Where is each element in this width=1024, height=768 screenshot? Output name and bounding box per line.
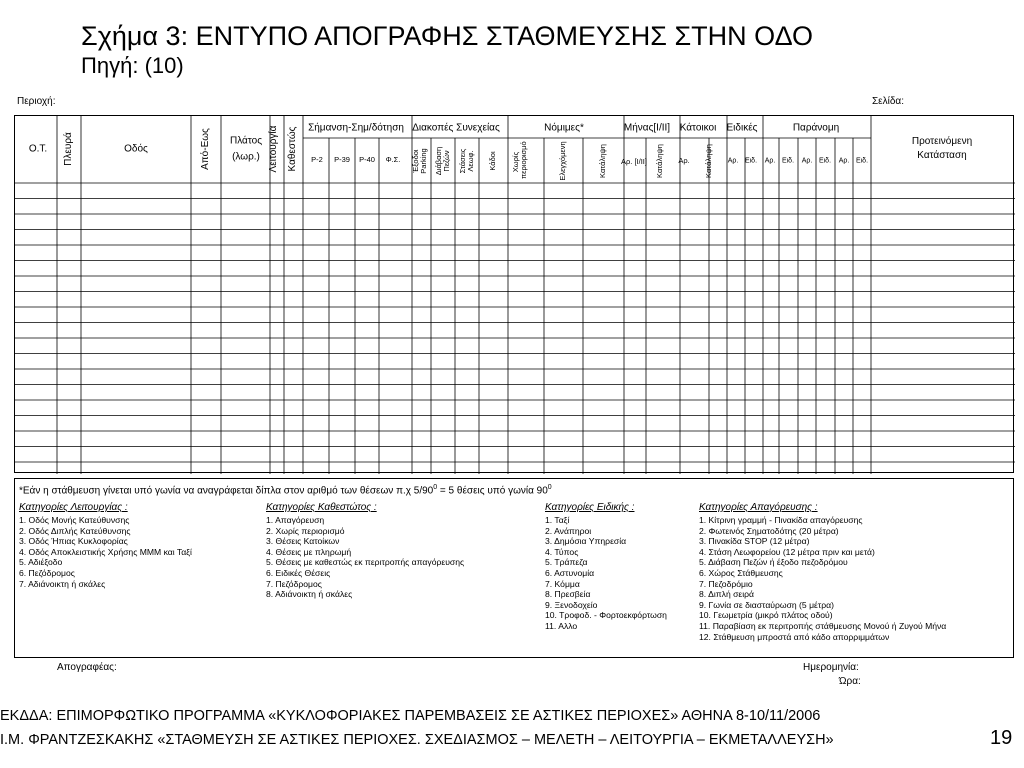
legend-status-item: 5. Θέσεις με καθεστώς εκ περιτροπής απαγόρευσης [266, 557, 465, 568]
legend-function-item: 7. Αδιάνοικτη ή σκάλες [19, 578, 106, 589]
legend-special-item: 7. Κόμμα [545, 578, 580, 589]
header-legal: Νόμιμες* [544, 122, 584, 134]
legal-unrestricted: Χωρίς περιορισμό [511, 141, 528, 179]
illegal-type-3: Ειδ. [855, 157, 869, 165]
angle-footnote: *Εάν η στάθμευση γίνεται υπό γωνία να αναγράφεται δίπλα στον αριθμό των θέσεων π.χ $5/90^0 = 5$ θέσεις υπό γωνία $90^0$ [19, 484, 552, 497]
signage-fs: Φ.Σ. [385, 155, 401, 164]
legend-prohibition-item: 10. Γεωμετρία (μικρό πλάτος οδού) [699, 610, 833, 621]
legend-special-heading: Κατηγορίες Ειδικής : [545, 502, 635, 513]
header-monthly: Μήνας[Ι/ΙΙ] [623, 122, 671, 134]
legend-status-item: 8. Αδιάνοικτη ή σκάλες [266, 589, 353, 600]
legend-status-item: 4. Θέσεις με πληρωμή [266, 546, 352, 557]
time-label: Ώρα: [839, 676, 861, 687]
legend-status-heading: Κατηγορίες Καθεστώτος : [266, 502, 377, 513]
illegal-number-3: Αρ. [838, 157, 850, 165]
legend-prohibition-item: 9. Γωνία σε διασταύρωση (5 μέτρα) [699, 599, 834, 610]
legend-prohibition-item: 4. Στάση Λεωφορείου (12 μέτρα πριν και μετά) [699, 546, 875, 557]
legend-function-item: 4. Οδός Αποκλειστικής Χρήσης ΜΜΜ και Ταξί [19, 546, 192, 557]
legend-function-item: 5. Αδιέξοδο [19, 557, 63, 568]
legend-special-item: 11. Αλλο [545, 620, 578, 631]
legend-function-item: 2. Οδός Διπλής Κατεύθυνσης [19, 525, 131, 536]
legend-special-item: 8. Πρεσβεία [545, 589, 591, 600]
special-number: Αρ. [727, 157, 739, 165]
illegal-number-2: Αρ. [801, 157, 813, 165]
legend-special-item: 10. Τροφοδ. - Φορτοεκφόρτωση [545, 610, 667, 621]
header-ot: Ο.Τ. [28, 143, 48, 155]
monthly-number: Αρ. [Ι/ΙΙ] [621, 157, 647, 166]
legend-prohibition-item: 6. Χώρος Στάθμευσης [699, 567, 783, 578]
legend-box [14, 478, 1014, 658]
legend-function [19, 501, 192, 589]
header-width-line2: (λωρ.) [232, 151, 260, 163]
area-label: Περιοχή: [17, 96, 56, 107]
legend-special-item: 6. Αστυνομία [545, 567, 595, 578]
page-number: 19 [990, 727, 1013, 749]
footer-line-2: Ι.Μ. ΦΡΑΝΤΖΕΣΚΑΚΗΣ «ΣΤΑΘΜΕΥΣΗ ΣΕ ΑΣΤΙΚΕΣ ΠΕΡΙΟΧΕΣ. ΣΧΕΔΙΑΣΜΟΣ – ΜΕΛΕΤΗ – ΛΕΙΤΟΥΡΓΙΑ – ΕΚΜΕΤΑΛΛΕΥΣΗ» [0, 732, 834, 748]
legend-status-item: 3. Θέσεις Κατοίκων [266, 536, 340, 547]
legend-prohibition-item: 3. Πινακίδα STOP (12 μέτρα) [699, 536, 810, 547]
legend-special-item: 4. Τύπος [545, 546, 579, 557]
legend-prohibition-item: 1. Κίτρινη γραμμή - Πινακίδα απαγόρευσης [699, 515, 863, 525]
header-width-line1: Πλάτος [229, 135, 263, 147]
continuity-busstop: Στάσεις Λεωφ. [458, 148, 475, 174]
continuity-crossing: Διάβαση Πεζών [434, 146, 451, 176]
header-signage: Σήμανση-Σημ/δότηση [308, 122, 404, 134]
signage-p2: P-2 [311, 155, 323, 164]
legend-special-item: 2. Ανάπηροι [545, 525, 592, 536]
legend-special-item: 1. Ταξί [545, 515, 570, 525]
header-illegal: Παράνομη [792, 122, 840, 134]
header-function: Λειτουργία [268, 125, 279, 173]
recorder-label: Απογραφέας: [57, 662, 117, 673]
legend-prohibition-item: 7. Πεζοδρόμιο [699, 578, 753, 589]
illegal-type-1: Ειδ. [781, 157, 795, 165]
header-from-to: Από-Εως [200, 128, 211, 170]
legend-status-item: 1. Απαγόρευση [266, 515, 325, 525]
header-street: Οδός [124, 143, 148, 155]
legend-prohibition-heading: Κατηγορίες Απαγόρευσης : [699, 502, 818, 513]
page-label: Σελίδα: [872, 96, 904, 107]
legend-prohibition [699, 501, 946, 642]
legend-status-item: 2. Χωρίς περιορισμό [266, 525, 345, 536]
legend-prohibition-item: 5. Διάβαση Πεζών ή έξοδο πεζοδρόμου [699, 557, 848, 568]
residents-occupancy: Κατάληψη [704, 144, 713, 178]
legal-controlled: Ελεγχόμενη [558, 141, 567, 181]
legend-special-item: 9. Ξενοδοχείο [545, 599, 598, 610]
date-label: Ημερομηνία: [803, 662, 859, 673]
continuity-parking: Έξοδοι Parking [411, 148, 428, 174]
illegal-number-1: Αρ. [764, 157, 776, 165]
header-residents: Κάτοικοι [679, 122, 717, 134]
header-side: Πλευρά [63, 132, 74, 166]
legend-prohibition-item: 8. Διπλή σειρά [699, 589, 755, 600]
legend-prohibition-item: 11. Παραβίαση εκ περιτροπής στάθμευσης Μονού ή Ζυγού Μήνα [699, 620, 947, 631]
legend-special-item: 3. Δημόσια Υπηρεσία [545, 536, 627, 547]
legend-status-item: 7. Πεζόδρομος [266, 578, 322, 589]
legend-prohibition-item: 2. Φωτεινός Σηματοδότης (20 μέτρα) [699, 525, 839, 536]
legend-special [545, 501, 667, 632]
footer-line-1: ΕΚΔΔΑ: ΕΠΙΜΟΡΦΩΤΙΚΟ ΠΡΟΓΡΑΜΜΑ «ΚΥΚΛΟΦΟΡΙΑΚΕΣ ΠΑΡΕΜΒΑΣΕΙΣ ΣΕ ΑΣΤΙΚΕΣ ΠΕΡΙΟΧΕΣ» ΑΘΗΝΑ 8-10/11/2006 [0, 708, 821, 724]
special-type: Ειδ. [744, 157, 758, 165]
header-continuity: Διακοπές Συνεχείας [412, 122, 500, 134]
legend-status [266, 501, 464, 600]
source-label: Πηγή: (10) [81, 53, 184, 78]
residents-number: Αρ. [678, 156, 690, 165]
legend-special-item: 5. Τράπεζα [545, 557, 588, 568]
inventory-form-table [14, 115, 1014, 473]
signage-p40: P-40 [359, 155, 375, 164]
header-proposed: Προτεινόμενη Κατάσταση [911, 136, 973, 161]
header-special: Ειδικές [726, 122, 758, 134]
legend-prohibition-item: 12. Στάθμευση μπροστά από κάδο απορριμμάτων [699, 631, 890, 642]
illegal-type-2: Ειδ. [818, 157, 832, 165]
legal-occupancy: Κατάληψη [598, 144, 607, 178]
legend-function-item: 3. Οδός Ήπιας Κυκλοφορίας [19, 536, 128, 547]
page-title: Σχήμα 3: ΕΝΤΥΠΟ ΑΠΟΓΡΑΦΗΣ ΣΤΑΘΜΕΥΣΗΣ ΣΤΗΝ ΟΔΟ [81, 21, 814, 51]
monthly-occupancy: Κατάληψη [655, 144, 664, 178]
header-status: Καθεστώς [287, 126, 298, 172]
legend-function-item: 6. Πεζόδρομος [19, 567, 75, 578]
legend-status-item: 6. Ειδικές Θέσεις [266, 567, 331, 578]
legend-function-item: 1. Οδός Μονής Κατεύθυνσης [19, 515, 130, 525]
signage-p39: P-39 [334, 155, 350, 164]
continuity-bins: Κάδοι [488, 151, 497, 171]
legend-function-heading: Κατηγορίες Λειτουργίας : [19, 502, 128, 513]
